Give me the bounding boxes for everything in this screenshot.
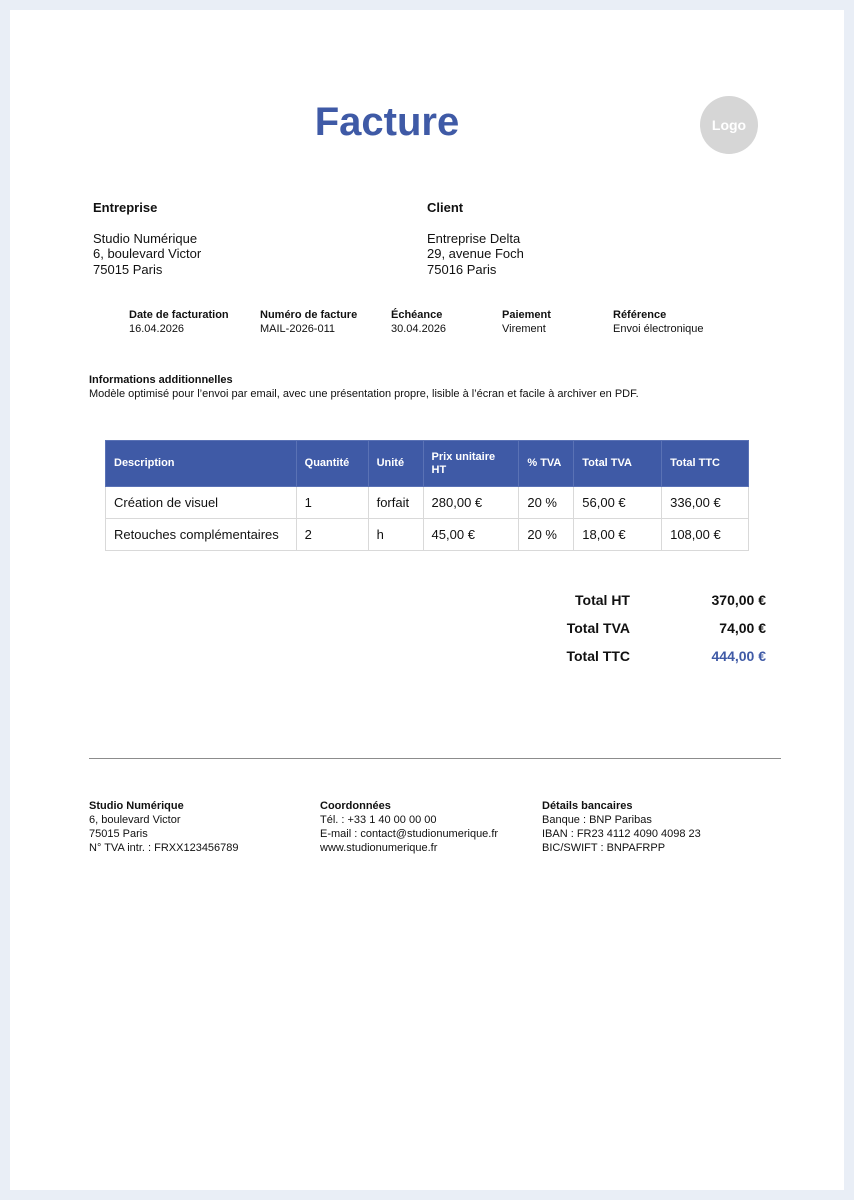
meta-value: 16.04.2026	[129, 323, 185, 335]
meta-label: Numéro de facture	[260, 309, 358, 321]
total-ht-value: 370,00 €	[711, 592, 766, 608]
column-header-vat-total: Total TVA	[574, 441, 662, 487]
company-heading: Entreprise	[93, 200, 158, 215]
column-header-quantity: Quantité	[296, 441, 368, 487]
meta-label: Date de facturation	[129, 309, 229, 321]
footer-company-name: Studio Numérique	[89, 800, 184, 812]
table-row	[106, 519, 749, 551]
total-tva-label: Total TVA	[566, 620, 630, 636]
column-header-unit: Unité	[368, 441, 423, 487]
invoice-page	[10, 10, 844, 1190]
cell-vat-total: 56,00 €	[574, 487, 662, 519]
cell-quantity: 1	[296, 487, 368, 519]
totals-block	[530, 586, 766, 670]
footer-contact-web: www.studionumerique.fr	[320, 842, 438, 854]
total-ttc-row	[530, 642, 766, 670]
meta-label: Échéance	[391, 309, 443, 321]
meta-value: 30.04.2026	[391, 323, 447, 335]
footer-contact-phone: Tél. : +33 1 40 00 00 00	[320, 814, 437, 826]
table-row	[106, 487, 749, 519]
total-ttc-label: Total TTC	[566, 648, 630, 664]
company-name: Studio Numérique	[93, 230, 198, 246]
column-header-description: Description	[106, 441, 297, 487]
total-tva-value: 74,00 €	[719, 620, 766, 636]
cell-vat-rate: 20 %	[519, 487, 574, 519]
company-street: 6, boulevard Victor	[93, 246, 202, 261]
cell-unit: forfait	[368, 487, 423, 519]
client-block	[427, 200, 524, 277]
company-city: 75015 Paris	[93, 261, 163, 277]
client-street: 29, avenue Foch	[427, 246, 524, 261]
footer-company-street: 6, boulevard Victor	[89, 814, 181, 826]
footer-contact	[320, 799, 498, 855]
meta-value: Virement	[502, 323, 546, 335]
cell-total-ttc: 108,00 €	[662, 519, 749, 551]
footer-bank-name: Banque : BNP Paribas	[542, 814, 652, 826]
footer-bank-heading: Détails bancaires	[542, 800, 633, 812]
meta-value: Envoi électronique	[613, 323, 704, 335]
client-heading: Client	[427, 200, 464, 215]
footer-company	[89, 799, 239, 855]
meta-invoice-number	[260, 308, 357, 336]
cell-quantity: 2	[296, 519, 368, 551]
footer-bank-bic: BIC/SWIFT : BNPAFRPP	[542, 842, 666, 854]
cell-vat-rate: 20 %	[519, 519, 574, 551]
additional-info-label: Informations additionnelles	[89, 374, 233, 386]
total-ttc-value: 444,00 €	[711, 648, 766, 664]
footer-divider	[89, 758, 781, 759]
cell-description: Création de visuel	[106, 487, 297, 519]
footer-contact-heading: Coordonnées	[320, 800, 391, 812]
cell-description: Retouches complémentaires	[106, 519, 297, 551]
footer-company-city: 75015 Paris	[89, 828, 148, 840]
meta-payment	[502, 308, 551, 336]
table-header-row	[106, 441, 749, 487]
total-ht-label: Total HT	[575, 592, 630, 608]
footer-company-vat: N° TVA intr. : FRXX123456789	[89, 842, 239, 854]
meta-due-date	[391, 308, 446, 336]
column-header-vat-rate: % TVA	[519, 441, 574, 487]
footer-bank-iban: IBAN : FR23 4112 4090 4098 23	[542, 828, 701, 840]
client-city: 75016 Paris	[427, 261, 497, 277]
additional-info-text: Modèle optimisé pour l’envoi par email, avec une présentation propre, lisible à l’écran et facile à archiver en PDF.	[89, 388, 639, 400]
line-items-table	[105, 440, 749, 551]
meta-label: Référence	[613, 309, 667, 321]
meta-label: Paiement	[502, 309, 551, 321]
cell-total-ttc: 336,00 €	[662, 487, 749, 519]
company-block	[93, 200, 201, 277]
footer-contact-email: E-mail : contact@studionumerique.fr	[320, 828, 499, 840]
meta-value: MAIL-2026-011	[260, 323, 336, 335]
cell-unit: h	[368, 519, 423, 551]
column-header-unit-price: Prix unitaire HT	[423, 441, 519, 487]
meta-invoice-date	[129, 308, 229, 336]
additional-info	[89, 373, 639, 401]
invoice-title: Facture	[314, 100, 460, 144]
cell-unit-price: 280,00 €	[423, 487, 519, 519]
total-tva-row	[530, 614, 766, 642]
cell-vat-total: 18,00 €	[574, 519, 662, 551]
footer-bank	[542, 799, 701, 855]
company-logo: Logo	[700, 96, 758, 154]
client-name: Entreprise Delta	[427, 230, 521, 246]
meta-reference	[613, 308, 704, 336]
total-ht-row	[530, 586, 766, 614]
column-header-total-ttc: Total TTC	[662, 441, 749, 487]
cell-unit-price: 45,00 €	[423, 519, 519, 551]
